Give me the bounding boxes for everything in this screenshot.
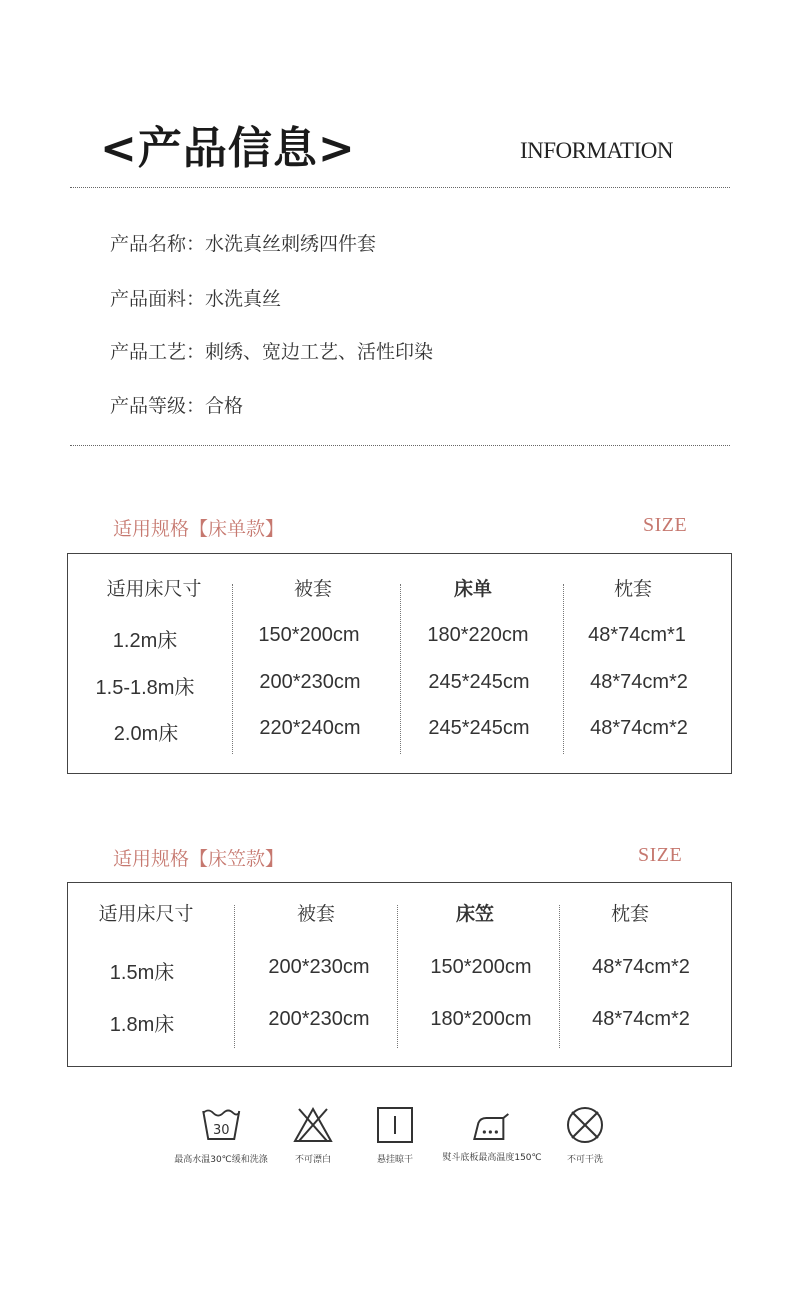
- page-title: <产品信息>: [100, 123, 356, 174]
- table-cell: 180*200cm: [430, 1008, 532, 1030]
- info-row-name: [110, 229, 376, 256]
- header-bed-size: 适用床尺寸: [106, 578, 202, 600]
- table-cell: 150*200cm: [430, 956, 532, 978]
- care-label: 熨斗底板最高温度150℃: [442, 1153, 542, 1163]
- care-item-no-bleach: [291, 1105, 335, 1165]
- care-item-hang-dry: [373, 1105, 417, 1165]
- wash-30-icon: [199, 1105, 243, 1145]
- info-value: 水洗真丝: [205, 288, 282, 310]
- table-cell: 48*74cm*2: [590, 671, 688, 693]
- info-value: 合格: [205, 395, 244, 417]
- table-cell: 245*245cm: [428, 717, 530, 739]
- info-row-craft: [110, 337, 433, 364]
- header-pillowcase: 枕套: [613, 578, 653, 600]
- table-cell: 220*240cm: [259, 717, 361, 739]
- table-cell: 1.8m床: [109, 1014, 175, 1036]
- care-label: 不可漂白: [294, 1155, 331, 1165]
- table-cell: 48*74cm*2: [592, 1008, 690, 1030]
- care-item-iron: [442, 1105, 541, 1163]
- care-label: 不可干洗: [566, 1155, 603, 1165]
- info-divider: [70, 445, 730, 446]
- no-bleach-icon: [291, 1105, 335, 1145]
- table-cell: 1.5m床: [109, 962, 175, 984]
- column-divider: [234, 905, 235, 1048]
- iron-150-icon: [470, 1105, 514, 1145]
- header-sheet: 床单: [453, 578, 493, 600]
- sheet-size-table: [67, 553, 732, 774]
- table-cell: 48*74cm*1: [588, 624, 686, 646]
- header-duvet: 被套: [296, 903, 336, 925]
- fitted-size-label: SIZE: [638, 844, 683, 866]
- table-cell: 48*74cm*2: [592, 956, 690, 978]
- english-title: INFORMATION: [520, 138, 673, 163]
- info-label: 产品工艺：: [110, 341, 206, 363]
- info-label: 产品面料：: [110, 288, 206, 310]
- header-divider: [70, 187, 730, 188]
- table-cell: 200*230cm: [268, 1008, 370, 1030]
- header-bed-size: 适用床尺寸: [98, 903, 194, 925]
- table-cell: 245*245cm: [428, 671, 530, 693]
- header-fitted-sheet: 床笠: [455, 903, 495, 925]
- header-pillowcase: 枕套: [610, 903, 650, 925]
- column-divider: [559, 905, 560, 1048]
- table-cell: 48*74cm*2: [590, 717, 688, 739]
- info-value: 水洗真丝刺绣四件套: [205, 233, 377, 255]
- header-duvet: 被套: [293, 578, 333, 600]
- info-value: 刺绣、宽边工艺、活性印染: [205, 341, 434, 363]
- fitted-size-table: [67, 882, 732, 1067]
- no-dry-clean-icon: [563, 1105, 607, 1145]
- info-row-grade: [110, 391, 243, 418]
- table-cell: 180*220cm: [427, 624, 529, 646]
- table-cell: 2.0m床: [113, 723, 179, 745]
- info-row-fabric: [110, 284, 281, 311]
- column-divider: [397, 905, 398, 1048]
- care-item-no-dry-clean: [563, 1105, 607, 1165]
- table-cell: 150*200cm: [258, 624, 360, 646]
- info-label: 产品等级：: [110, 395, 206, 417]
- table-cell: 200*230cm: [259, 671, 361, 693]
- hang-dry-icon: [373, 1105, 417, 1145]
- sheet-size-label: SIZE: [643, 514, 688, 536]
- fitted-section-label: 适用规格【床笠款】: [113, 848, 285, 870]
- sheet-section-label: 适用规格【床单款】: [113, 518, 285, 540]
- info-label: 产品名称：: [110, 233, 206, 255]
- care-item-wash: [174, 1105, 268, 1165]
- column-divider: [563, 584, 564, 754]
- care-label: 悬挂晾干: [376, 1155, 413, 1165]
- table-cell: 200*230cm: [268, 956, 370, 978]
- care-label: 最高水温30℃缓和洗涤: [174, 1155, 268, 1165]
- table-cell: 1.2m床: [112, 630, 178, 652]
- column-divider: [400, 584, 401, 754]
- table-cell: 1.5-1.8m床: [95, 677, 195, 699]
- wash-temperature: 30: [212, 1123, 230, 1138]
- column-divider: [232, 584, 233, 754]
